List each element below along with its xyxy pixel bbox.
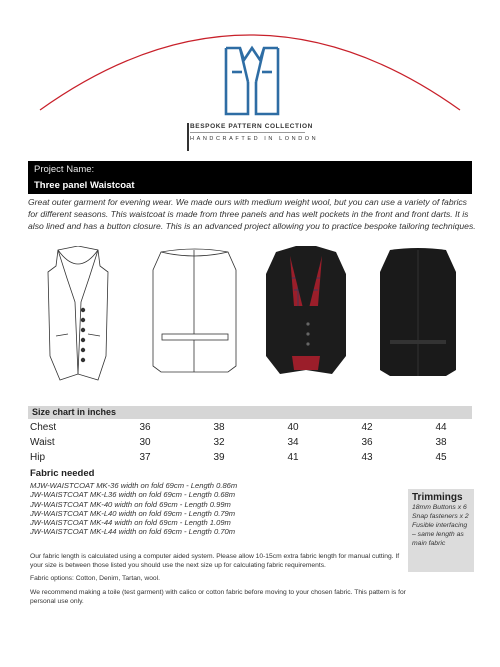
list-item: JW-WAISTCOAT MK-44 width on fold 69cm - Length 1.09m [30, 518, 231, 528]
fabric-title: Fabric needed [30, 468, 95, 479]
list-item: 18mm Buttons x 6 [412, 504, 467, 511]
list-item: MJW-WAISTCOAT MK-36 width on fold 69cm - Length 0.86m [30, 481, 238, 490]
brand-tagline: HANDCRAFTED IN LONDON [190, 136, 319, 142]
brand-block [190, 123, 350, 142]
table-row: Chest 36 38 40 42 44 [30, 422, 447, 433]
project-label: Project Name: [34, 164, 95, 175]
list-item: JW-WAISTCOAT MK-L44 width on fold 69cm - Length 0.70m [30, 527, 236, 537]
trimmings-title: Trimmings [412, 492, 463, 503]
project-title: Three panel Waistcoat [34, 180, 135, 191]
note-fabric-options: Fabric options: Cotton, Denim, Tartan, wool. [30, 575, 160, 583]
table-row: Waist 30 32 34 36 38 [30, 437, 447, 448]
size-chart-title: Size chart in inches [28, 406, 472, 419]
back-sketch-icon [153, 249, 236, 372]
brand-divider [187, 123, 189, 151]
front-sketch-icon [48, 246, 108, 380]
table-row: Hip 37 39 41 43 45 [30, 452, 447, 463]
note-fabric-length: Our fabric length is calculated using a computer aided system. Please allow 10-15cm extra fabric length for manual cutting. If your size is between those listed you should use the next size up for calculating fabric requirements. [30, 553, 400, 569]
list-item: main fabric [412, 540, 446, 547]
list-item: JW-WAISTCOAT MK-L40 width on fold 69cm - Length 0.79m [30, 508, 236, 518]
project-header [28, 161, 472, 194]
list-item: Fusible interfacing [412, 522, 468, 529]
trimmings-box [408, 489, 474, 572]
size-chart-table [28, 420, 478, 465]
list-item: Snap fasteners x 2 [412, 513, 469, 520]
brand-rule [190, 132, 305, 133]
fabric-list [30, 481, 330, 537]
note-toile: We recommend making a toile (test garment) with calico or cotton fabric before moving to your chosen fabric. This pattern is for personal use only. [30, 589, 406, 605]
front-photo-icon [266, 246, 346, 374]
notes [30, 553, 410, 612]
list-item: – same length as [412, 531, 464, 538]
list-item: JW-WAISTCOAT MK-40 width on fold 69cm - Length 0.99m [30, 499, 231, 509]
brand-logo-icon [222, 42, 282, 122]
back-photo-icon [380, 248, 456, 376]
project-description: Great outer garment for evening wear. We made ours with medium weight wool, but you can use a variety of fabrics for different seasons. This waistcoat is made from three panels and has welt pockets in the front and front darts. It is also lined and has a button closure. This is an advanced project allowing you to practice bespoke tailoring techniques. [28, 197, 476, 231]
garment-illustrations [28, 246, 478, 406]
brand-name: BESPOKE PATTERN COLLECTION [190, 123, 313, 130]
list-item: JW-WAISTCOAT MK-L36 width on fold 69cm - Length 0.68m [30, 490, 236, 500]
